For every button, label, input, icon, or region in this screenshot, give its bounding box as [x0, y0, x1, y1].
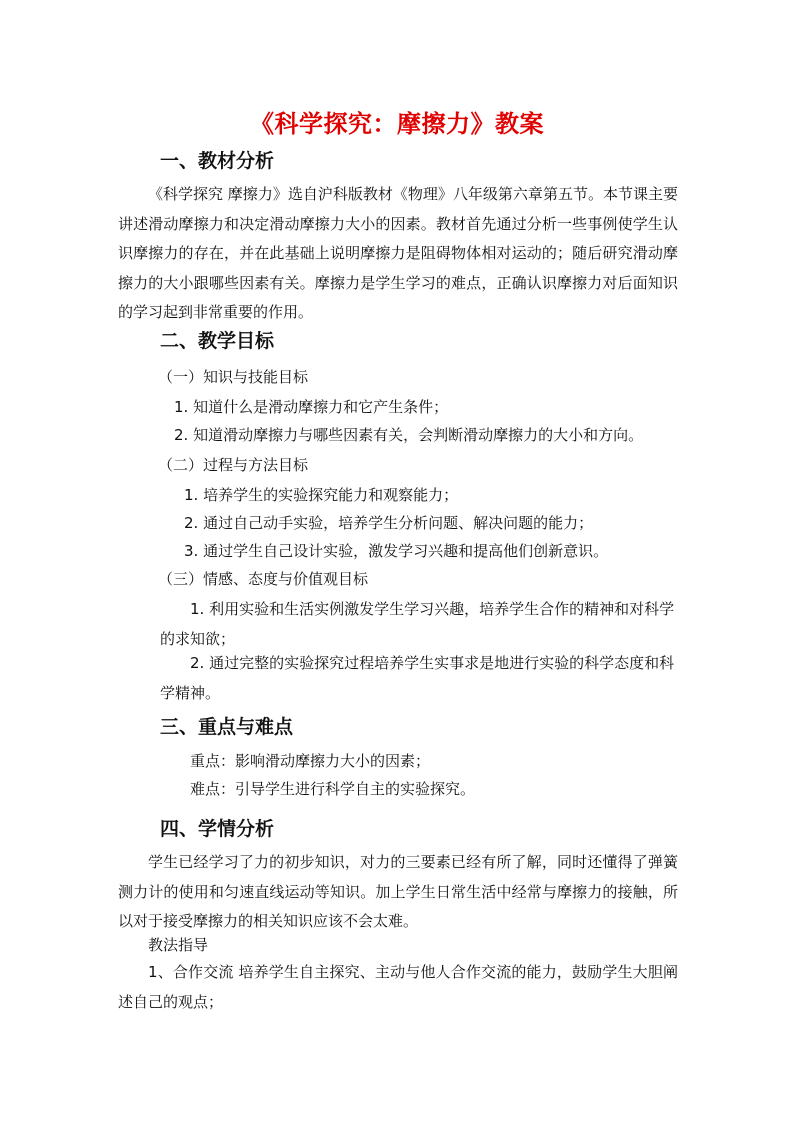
list-item: 1. 培养学生的实验探究能力和观察能力；: [184, 486, 459, 504]
subsection-title-emotion-values: （三）情感、态度与价值观目标: [158, 570, 369, 588]
section-heading-student-analysis: 四、学情分析: [160, 818, 275, 840]
difficulty-text: 难点：引导学生进行科学自主的实验探究。: [190, 780, 476, 798]
list-item: 2. 通过自己动手实验，培养学生分析问题、解决问题的能力；: [184, 514, 594, 532]
list-item: 1. 知道什么是滑动摩擦力和它产生条件；: [174, 398, 449, 416]
key-point-text: 重点：影响滑动摩擦力大小的因素；: [190, 752, 431, 770]
textbook-analysis-paragraph: 《科学探究 摩擦力》选自沪科版教材《物理》八年级第六章第五节。本节课主要讲述滑动摩擦力和决定滑动摩擦力大小的因素。教材首先通过分析一些事例使学生认识摩擦力的存在，并在此基础上说明摩擦力是阻碍物体相对运动的；随后研究滑动摩擦力的大小跟哪些因素有关。摩擦力是学生学习的难点，正确认识摩擦力对后面知识的学习起到非常重要的作用。: [118, 185, 678, 321]
document-title: 《科学探究：摩擦力》教案: [250, 110, 544, 138]
teaching-method-item: 1、合作交流 培养学生自主探究、主动与他人合作交流的能力，鼓励学生大胆阐述自己的观点；: [118, 963, 678, 1011]
section-heading-teaching-goals: 二、教学目标: [160, 330, 275, 352]
list-item: 3. 通过学生自己设计实验，激发学习兴趣和提高他们创新意识。: [184, 542, 609, 560]
section-heading-textbook-analysis: 一、教材分析: [160, 150, 275, 172]
list-item: 1. 利用实验和生活实例激发学生学习兴趣，培养学生合作的精神和对科学的求知欲；: [160, 600, 675, 648]
subsection-title-knowledge-skills: （一）知识与技能目标: [158, 368, 309, 386]
subsection-title-process-methods: （二）过程与方法目标: [158, 456, 309, 474]
student-analysis-paragraph: 学生已经学习了力的初步知识，对力的三要素已经有所了解，同时还懂得了弹簧测力计的使用和匀速直线运动等知识。加上学生日常生活中经常与摩擦力的接触，所以对于接受摩擦力的相关知识应该不会太难。: [118, 853, 678, 930]
section-heading-key-points: 三、重点与难点: [160, 716, 294, 738]
teaching-method-title: 教法指导: [148, 936, 209, 954]
list-item: 2. 通过完整的实验探究过程培养学生实事求是地进行实验的科学态度和科学精神。: [160, 654, 675, 702]
list-item: 2. 知道滑动摩擦力与哪些因素有关，会判断滑动摩擦力的大小和方向。: [174, 426, 644, 444]
